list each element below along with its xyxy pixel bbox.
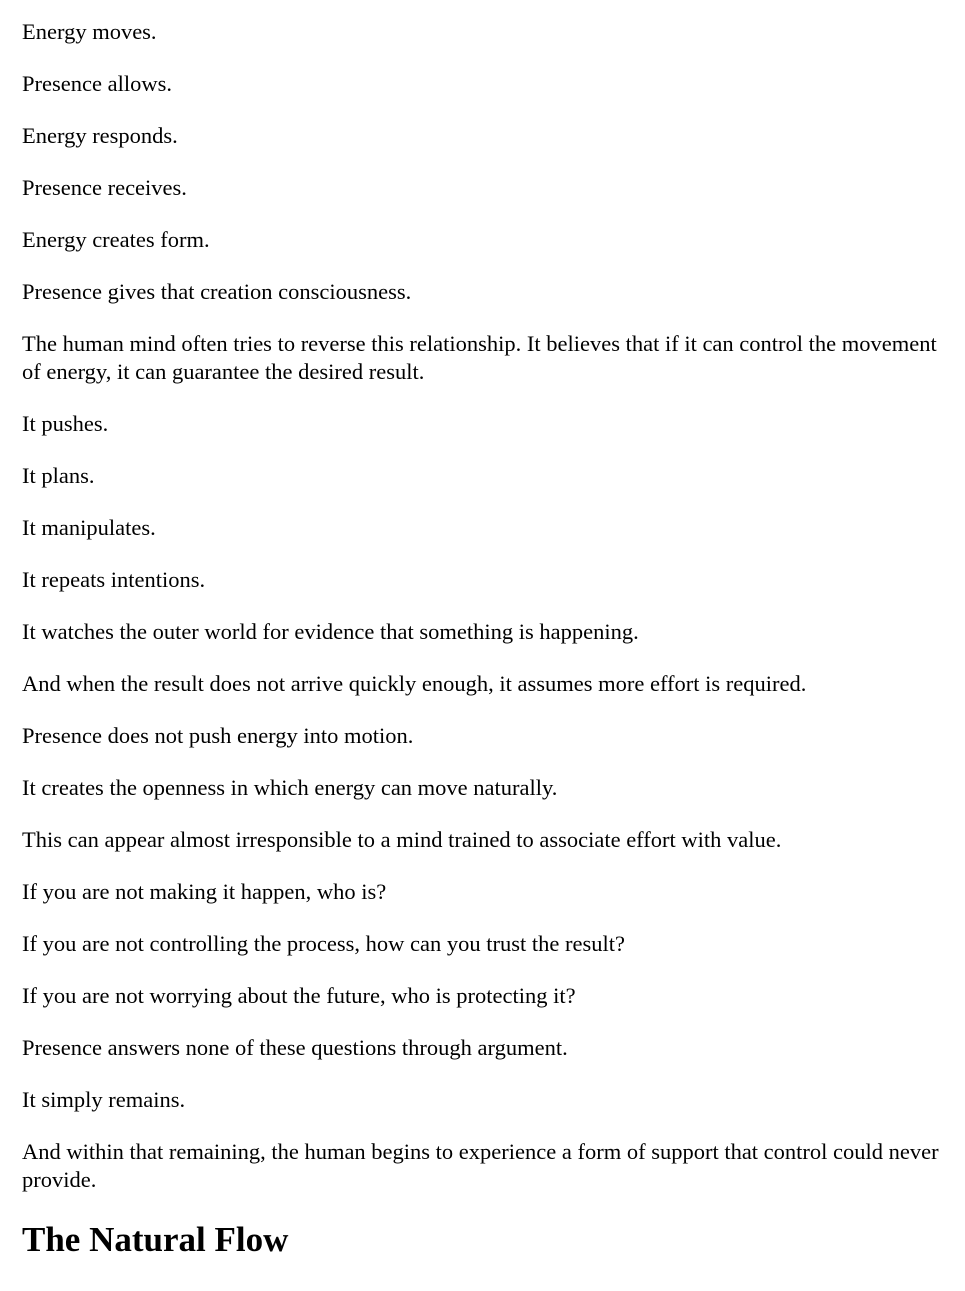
paragraph: Energy creates form. (22, 227, 210, 252)
paragraph: And when the result does not arrive quickly enough, it assumes more effort is required. (22, 671, 807, 696)
paragraph: Presence does not push energy into motion. (22, 723, 414, 748)
paragraph: It pushes. (22, 411, 109, 436)
paragraph: It simply remains. (22, 1087, 186, 1112)
paragraph: The human mind often tries to reverse this relationship. It believes that if it can control the movement of energy, it can guarantee the desired result. (22, 331, 937, 384)
paragraph: This can appear almost irresponsible to a mind trained to associate effort with value. (22, 827, 782, 852)
paragraph: If you are not worrying about the future, who is protecting it? (22, 983, 576, 1008)
document-body (0, 18, 965, 1260)
paragraph: It plans. (22, 463, 95, 488)
paragraph: Presence gives that creation consciousness. (22, 279, 412, 304)
paragraph: Presence answers none of these questions through argument. (22, 1035, 568, 1060)
paragraph: It repeats intentions. (22, 567, 206, 592)
paragraph: It manipulates. (22, 515, 156, 540)
section-heading: The Natural Flow (22, 1220, 289, 1259)
paragraph: Energy moves. (22, 19, 157, 44)
paragraph: It creates the openness in which energy can move naturally. (22, 775, 558, 800)
paragraph: Energy responds. (22, 123, 178, 148)
paragraph: It watches the outer world for evidence that something is happening. (22, 619, 639, 644)
paragraph: If you are not making it happen, who is? (22, 879, 387, 904)
paragraph: And within that remaining, the human begins to experience a form of support that control could never provide. (22, 1139, 939, 1192)
paragraph: Presence allows. (22, 71, 172, 96)
paragraph: If you are not controlling the process, how can you trust the result? (22, 931, 625, 956)
paragraph: Presence receives. (22, 175, 187, 200)
